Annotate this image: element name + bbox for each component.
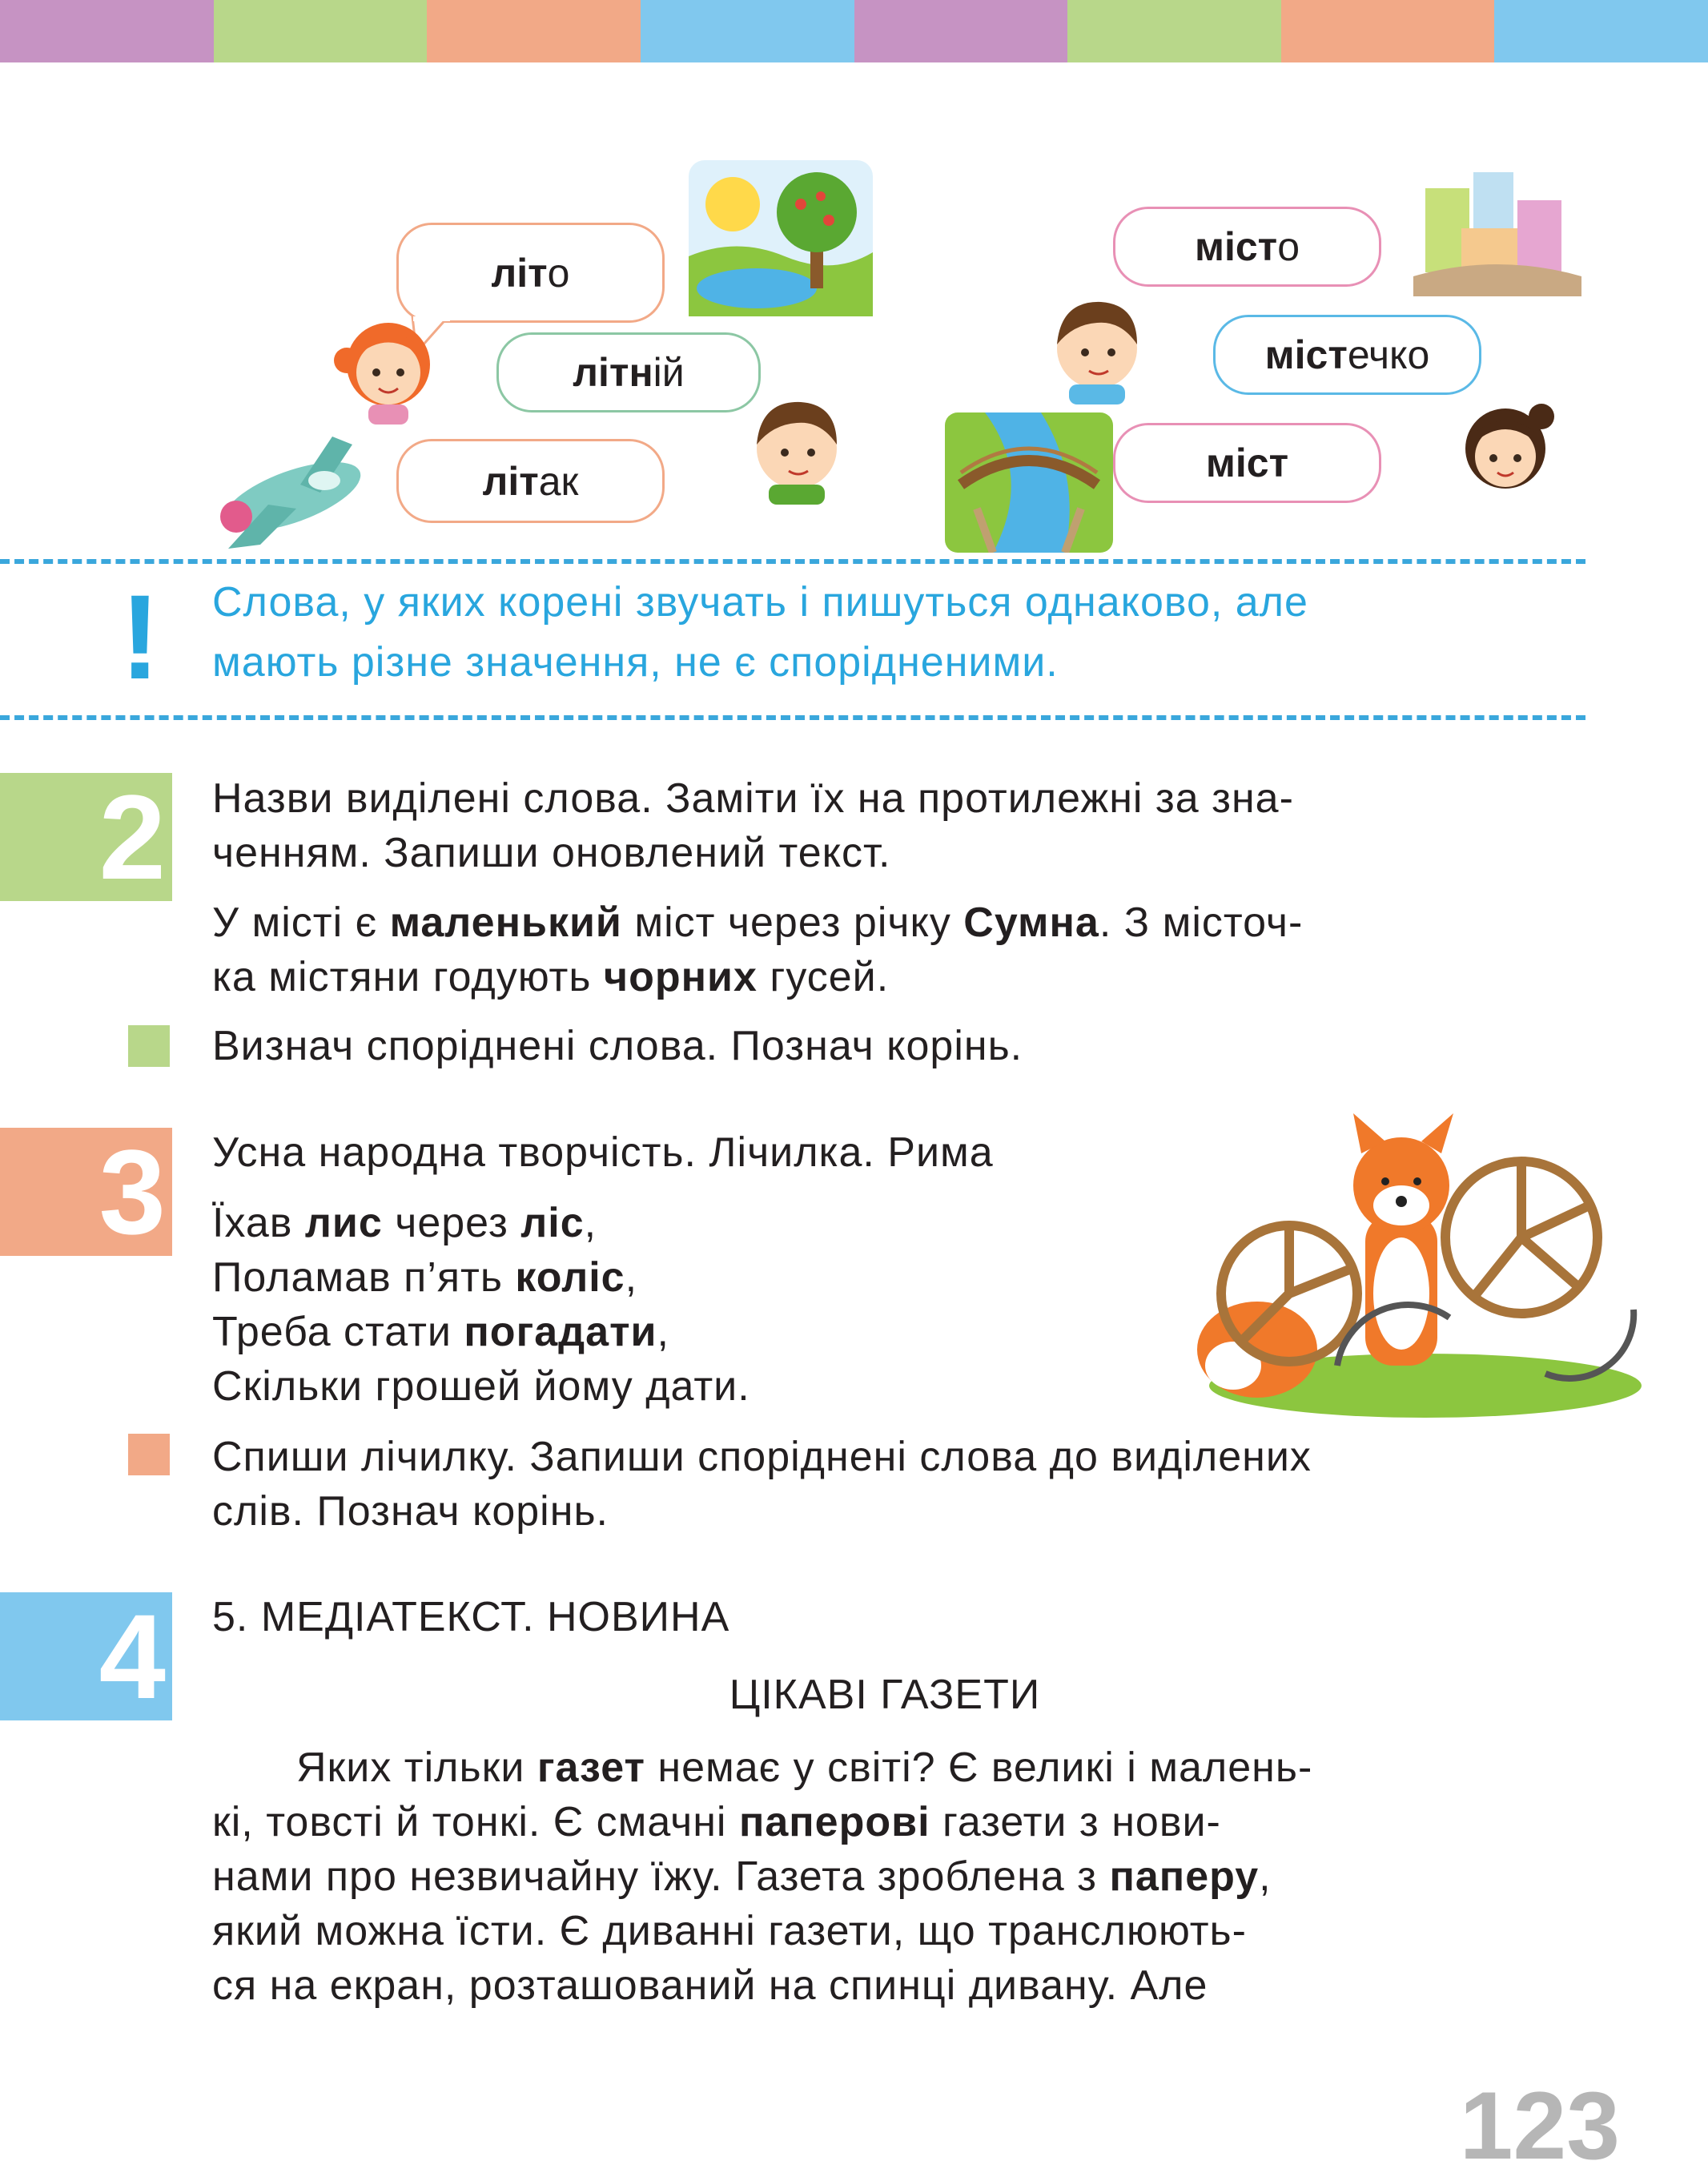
highlighted-word: Сумна (963, 899, 1099, 946)
exercise-number-2: 2 (0, 773, 172, 901)
text-run: Їхав (212, 1200, 305, 1246)
city-buildings-illustration (1413, 156, 1581, 296)
task-line: слів. Познач корінь. (212, 1488, 609, 1535)
speech-bubble-misto (1113, 207, 1381, 287)
bubble-ending: ак (538, 458, 579, 504)
airplane-icon (212, 429, 372, 561)
exercise-3-title: Усна народна творчість. Лічилка. Рима (212, 1129, 994, 1176)
paragraph-line (212, 1849, 1557, 1904)
text-run: міст через річку (621, 899, 964, 946)
poem-line (212, 1250, 1173, 1305)
speech-bubble-litak (396, 439, 665, 523)
paragraph-line: ся на екран, розташований на спинці дивану. Але (212, 1962, 1208, 2009)
girl-character-icon (1449, 392, 1561, 505)
rule-text (212, 573, 1525, 693)
highlighted-word: лис (304, 1200, 383, 1246)
strip-segment (1281, 0, 1495, 62)
text-run: У місті є (212, 899, 390, 946)
exercise-2-subtask: Визнач споріднені слова. Познач корінь. (212, 1023, 1023, 1069)
bubble-ending: ій (653, 350, 685, 395)
strip-segment (214, 0, 428, 62)
exercise-3-poem (212, 1196, 1173, 1414)
text-run: , (1259, 1853, 1272, 1900)
article-paragraph (212, 1740, 1557, 2013)
top-color-strip (0, 0, 1708, 62)
text-run: Яких тільки (296, 1744, 537, 1791)
text-run: газети з нови- (930, 1799, 1221, 1845)
poem-line: Скільки грошей йому дати. (212, 1363, 750, 1410)
text-run: через (382, 1200, 521, 1246)
task-line: ченням. Запиши оновлений текст. (212, 830, 891, 876)
rule-line: мають різне значення, не є спорідненими. (212, 639, 1059, 686)
text-run: . З місточ- (1099, 899, 1304, 946)
bridge-illustration (945, 412, 1113, 553)
text-run: Поламав п’ять (212, 1254, 516, 1301)
paragraph-line: який можна їсти. Є диванні газети, що транслюють- (212, 1908, 1247, 1954)
highlighted-word: погадати (464, 1309, 657, 1355)
summer-landscape-illustration (689, 160, 873, 316)
rule-line: Слова, у яких корені звучать і пишуться однаково, але (212, 579, 1308, 626)
strip-segment (1494, 0, 1708, 62)
poem-line (212, 1305, 1173, 1359)
exercise-3-subtask (212, 1430, 1557, 1539)
bubble-root: літ (491, 250, 548, 296)
highlighted-word: паперові (738, 1799, 930, 1845)
text-run: гусей. (757, 954, 890, 1000)
bubble-ending: о (547, 250, 570, 296)
highlighted-word: коліс (515, 1254, 625, 1301)
exercise-number-4: 4 (0, 1592, 172, 1720)
fox-with-wheels-illustration (1185, 1109, 1642, 1418)
article-title: ЦІКАВІ ГАЗЕТИ (729, 1672, 1041, 1718)
exercise-4-heading: 5. МЕДІАТЕКСТ. НОВИНА (212, 1594, 730, 1640)
exercise-2-task (212, 771, 1557, 880)
bubble-root: літн (573, 350, 653, 395)
task-line: Спиши лічилку. Запиши споріднені слова до виділених (212, 1434, 1312, 1480)
highlighted-word: ліс (520, 1200, 585, 1246)
poem-line (212, 1196, 1173, 1250)
text-run: , (657, 1309, 669, 1355)
highlighted-word: маленький (389, 899, 622, 946)
text-run: , (584, 1200, 597, 1246)
exercise-2-text (212, 895, 1557, 1004)
text-line (212, 950, 1557, 1004)
task-line: Назви виділені слова. Заміти їх на протилежні за зна- (212, 775, 1294, 822)
rule-divider-bottom (0, 715, 1585, 720)
strip-segment (641, 0, 854, 62)
paragraph-line (212, 1795, 1557, 1849)
subtask-marker (128, 1025, 170, 1067)
text-run: нами про незвичайну їжу. Газета зроблена з (212, 1853, 1110, 1900)
bubble-root: міст (1264, 332, 1348, 377)
subtask-marker (128, 1434, 170, 1475)
bubble-root: літ (482, 458, 539, 504)
boy-character-icon (1041, 284, 1153, 404)
speech-bubble-mist (1113, 423, 1381, 503)
page-number: 123 (1459, 2072, 1620, 2179)
strip-segment (1067, 0, 1281, 62)
rule-divider-top (0, 559, 1585, 564)
bubble-root: міст (1195, 224, 1278, 269)
text-run: немає у світі? Є великі і малень- (645, 1744, 1313, 1791)
highlighted-word: чорних (603, 954, 758, 1000)
boy-character-icon (741, 384, 853, 505)
speech-bubble-litniy (496, 332, 761, 412)
text-run: Треба стати (212, 1309, 464, 1355)
bubble-ending: ечко (1347, 332, 1430, 377)
exclamation-icon: ! (120, 569, 160, 704)
text-run: ка містяни годують (212, 954, 604, 1000)
paragraph-line (212, 1740, 1557, 1795)
highlighted-word: паперу (1109, 1853, 1260, 1900)
bubble-root: міст (1205, 441, 1289, 485)
bubble-ending: о (1277, 224, 1300, 269)
highlighted-word: газет (537, 1744, 645, 1791)
text-run: , (625, 1254, 638, 1301)
strip-segment (0, 0, 214, 62)
text-line (212, 895, 1557, 950)
strip-segment (427, 0, 641, 62)
text-run: кі, товсті й тонкі. Є смачні (212, 1799, 739, 1845)
girl-character-icon (332, 304, 444, 425)
exercise-number-3: 3 (0, 1128, 172, 1256)
strip-segment (854, 0, 1068, 62)
speech-bubble-mistechko (1213, 315, 1481, 395)
